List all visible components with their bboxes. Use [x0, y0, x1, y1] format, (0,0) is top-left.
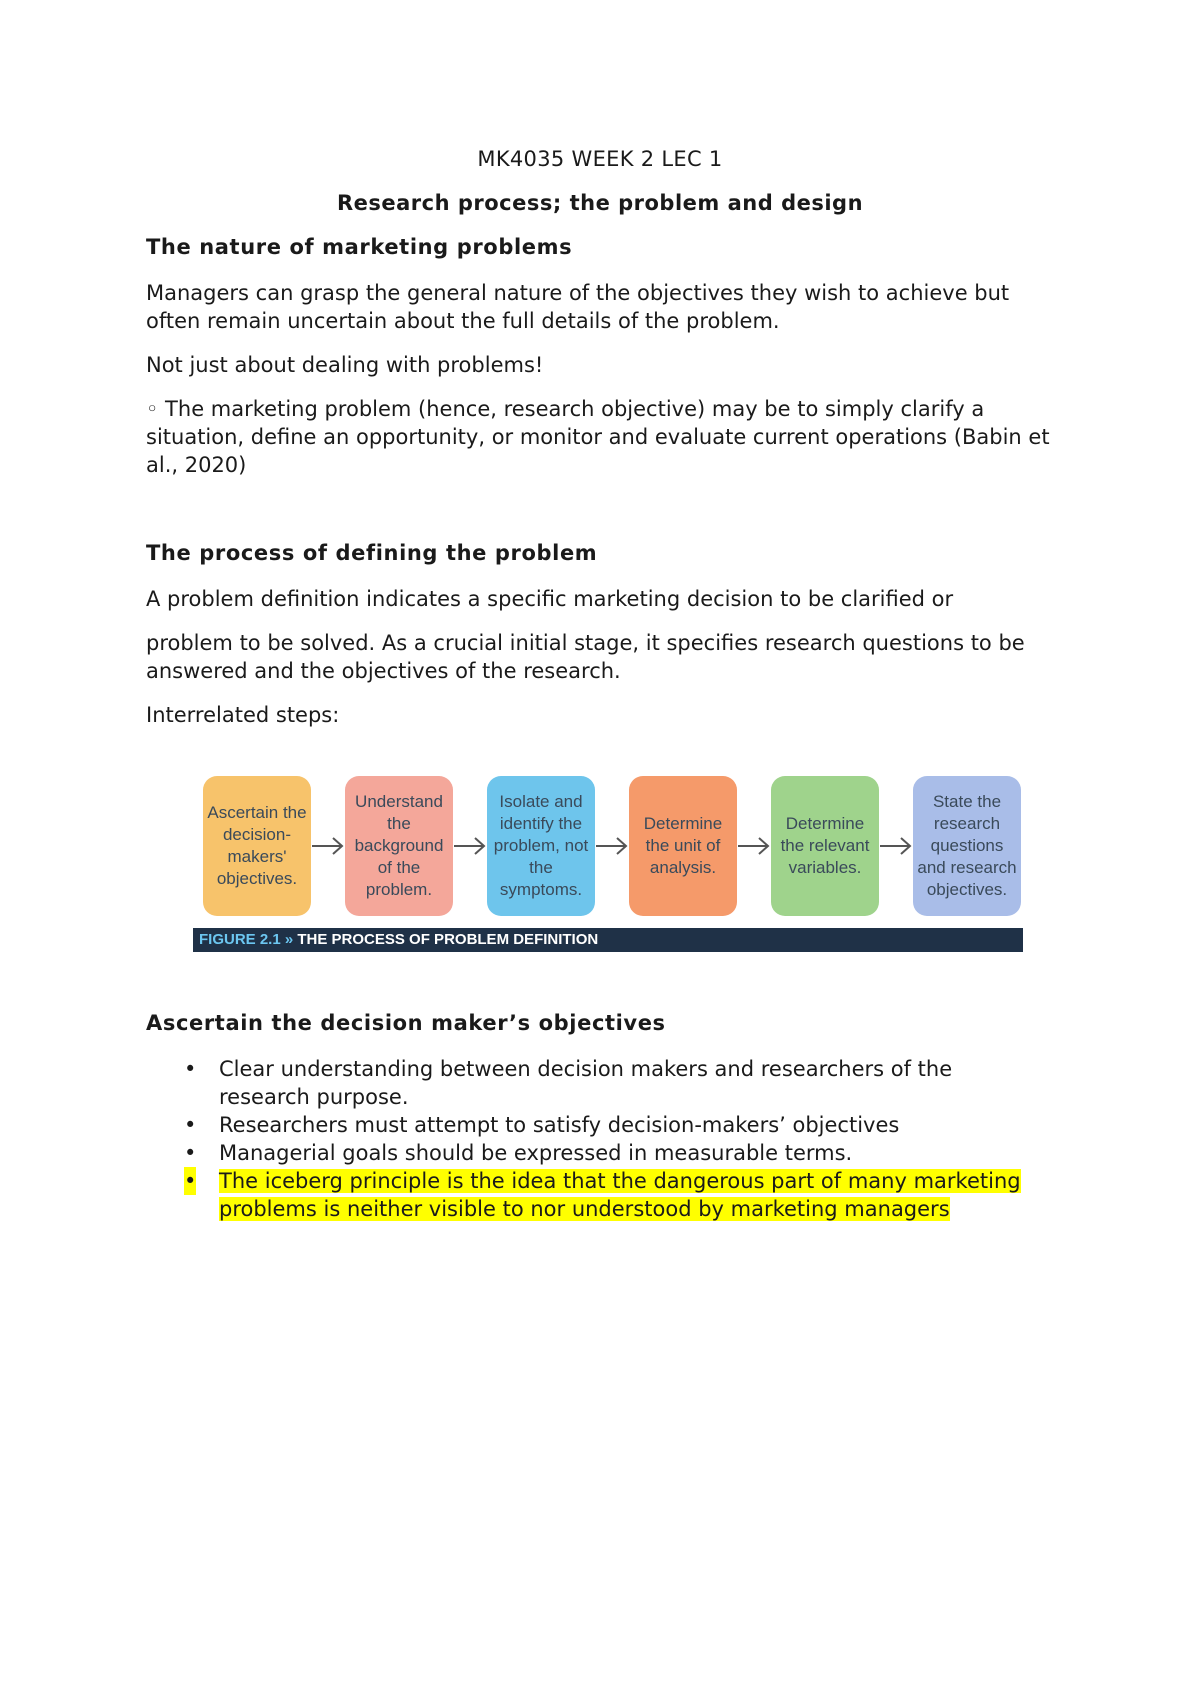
bullet-text: Clear understanding between decision makers and researchers of the research purpose. — [219, 1057, 953, 1109]
paragraph-not-just: Not just about dealing with problems! — [146, 353, 544, 377]
list-item-highlighted — [146, 1167, 1046, 1223]
figure-step-3: Isolate and identify the problem, not the symptoms. — [487, 776, 595, 916]
figure-step-1: Ascertain the decision-makers' objectives. — [203, 776, 311, 916]
list-item — [146, 1111, 1046, 1139]
paragraph-problem-solved: problem to be solved. As a crucial initial stage, it specifies research questions to be answered and the objectives of the research. — [146, 631, 1025, 683]
list-item — [146, 1055, 1046, 1111]
figure-caption-text: THE PROCESS OF PROBLEM DEFINITION — [297, 931, 599, 948]
bullet-icon: • — [184, 1057, 197, 1081]
figure-caption-number: FIGURE 2.1 » — [199, 931, 294, 948]
bullet-text: Researchers must attempt to satisfy decision-makers’ objectives — [219, 1113, 900, 1137]
paragraph-marketing-problem: ◦ The marketing problem (hence, research objective) may be to simply clarify a situation, define an opportunity, or monitor and evaluate current operations (Babin et al., 2020) — [146, 397, 1050, 477]
bullet-text-highlighted: The iceberg principle is the idea that the dangerous part of many marketing problems is neither visible to nor understood by marketing managers — [219, 1169, 1021, 1221]
document-subtitle: Research process; the problem and design — [336, 191, 864, 215]
list-item — [146, 1139, 1046, 1167]
arrow-right-icon — [595, 833, 629, 859]
paragraph-problem-definition: A problem definition indicates a specific marketing decision to be clarified or — [146, 587, 954, 611]
document-title: MK4035 WEEK 2 LEC 1 — [477, 147, 723, 171]
arrow-right-icon — [311, 833, 345, 859]
section-heading-objectives: Ascertain the decision maker’s objectives — [146, 1011, 666, 1035]
figure-step-5: Determine the relevant variables. — [771, 776, 879, 916]
bullet-icon: • — [184, 1169, 197, 1193]
section-heading-nature: The nature of marketing problems — [146, 235, 573, 259]
problem-definition-figure — [193, 776, 1023, 951]
arrow-right-icon — [453, 833, 487, 859]
paragraph-interrelated-steps: Interrelated steps: — [146, 703, 340, 727]
figure-step-2: Understand the background of the problem. — [345, 776, 453, 916]
bullet-icon: • — [184, 1113, 197, 1137]
paragraph-managers: Managers can grasp the general nature of the objectives they wish to achieve but often remain uncertain about the full details of the problem. — [146, 281, 1010, 333]
section-heading-process: The process of defining the problem — [146, 541, 598, 565]
arrow-right-icon — [879, 833, 913, 859]
bullet-icon: • — [184, 1141, 197, 1165]
bullet-text: Managerial goals should be expressed in measurable terms. — [219, 1141, 853, 1165]
objectives-bullet-list — [146, 1055, 1046, 1223]
figure-caption — [193, 928, 1023, 952]
figure-step-4: Determine the unit of analysis. — [629, 776, 737, 916]
figure-step-6: State the research questions and research objectives. — [913, 776, 1021, 916]
arrow-right-icon — [737, 833, 771, 859]
